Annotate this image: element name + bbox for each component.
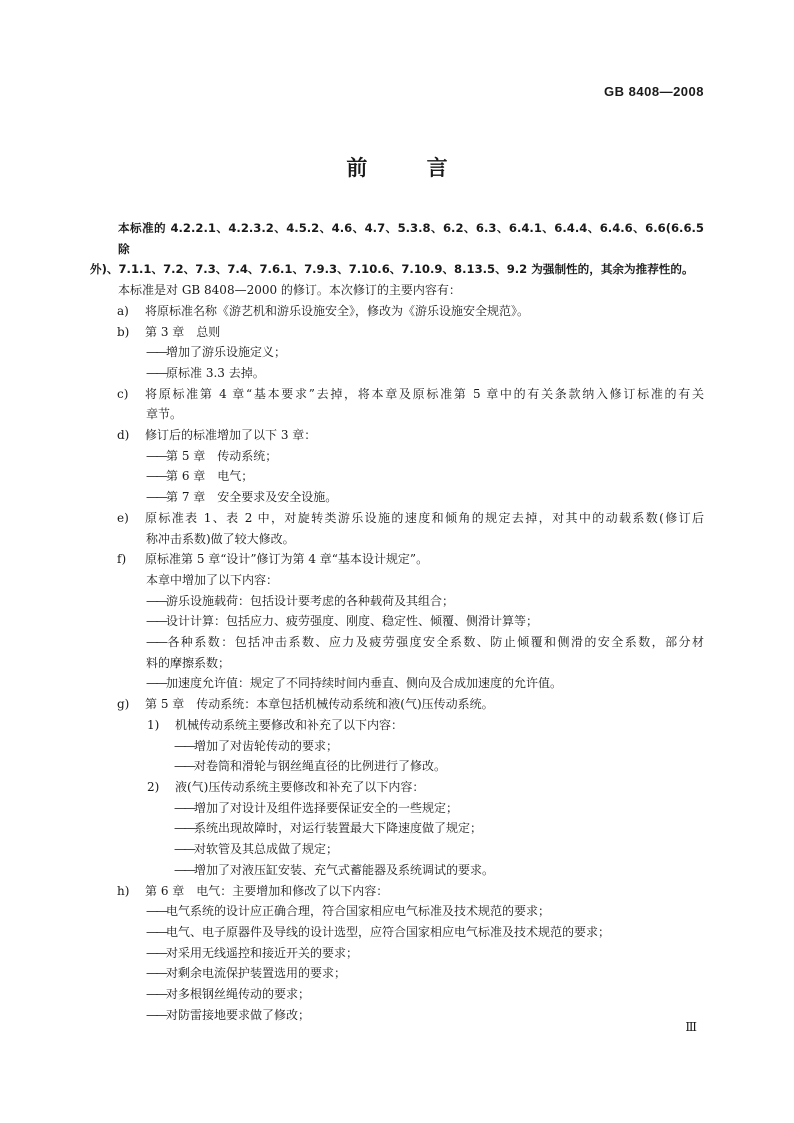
item-e-continuation: 称冲击系数)做了较大修改。 [146,531,295,546]
intro-line-2: 外)、7.1.1、7.2、7.3、7.4、7.6.1、7.9.3、7.10.6、7.10.9、8.13.5、9.2 为强制性的，其余为推荐性的。 [90,262,694,277]
dash-item: —— 游乐设施载荷：包括设计要考虑的各种载荷及其组合； [90,591,704,612]
item-marker: 2) [147,779,160,794]
item-h [90,881,704,902]
item-marker: g) [117,697,130,712]
item-a [90,301,704,322]
item-marker: e) [117,510,129,525]
dash-item-continuation: 料的摩擦系数； [146,655,231,670]
item-text: 第 6 章 电气：主要增加和修改了以下内容： [145,883,389,898]
dash-item: —— 对卷筒和滑轮与钢丝绳直径的比例进行了修改。 [90,756,704,777]
page-number: Ⅲ [685,1020,697,1034]
dash-item: —— 加速度允许值：规定了不同持续时间内垂直、侧向及合成加速度的允许值。 [90,673,704,694]
dash-item: —— 设计计算：包括应力、疲劳强度、刚度、稳定性、倾覆、侧滑计算等； [90,611,704,632]
dash-item: —— 电气、电子原器件及导线的设计选型，应符合国家相应电气标准及技术规范的要求； [90,922,704,943]
dash-item: —— 第 7 章 安全要求及安全设施。 [90,487,704,508]
intro-line-1: 本标准的 4.2.2.1、4.2.3.2、4.5.2、4.6、4.7、5.3.8、6.2、6.3、6.4.1、6.4.4、6.4.6、6.6(6.6.5 除 [118,221,704,256]
item-d [90,425,704,446]
dash-item: —— 对剩余电流保护装置选用的要求； [90,963,704,984]
item-g [90,694,704,715]
page-title: 前 言 [346,156,474,180]
item-marker: 1) [147,717,160,732]
dash-item: —— 增加了对液压缸安装、充气式蓄能器及系统调试的要求。 [90,860,704,881]
item-text: 将原标准第 4 章“基本要求”去掉，将本章及原标准第 5 章中的有关条款纳入修订标准的有关 [145,386,704,401]
item-marker: f) [117,552,127,567]
item-text: 第 5 章 传动系统：本章包括机械传动系统和液(气)压传动系统。 [145,697,494,712]
dash-item: —— 对软管及其总成做了规定； [90,839,704,860]
item-marker: a) [117,303,129,318]
item-text: 第 3 章 总则 [145,324,221,339]
dash-item: —— 电气系统的设计应正确合理，符合国家相应电气标准及技术规范的要求； [90,901,704,922]
dash-item: —— 对防雷接地要求做了修改； [90,1005,704,1026]
dash-item: —— 各种系数：包括冲击系数、应力及疲劳强度安全系数、防止倾覆和侧滑的安全系数，部分材 [90,632,704,653]
item-g-1 [90,715,704,736]
item-text: 液(气)压传动系统主要修改和补充了以下内容： [175,779,425,794]
standard-number: GB 8408—2008 [604,84,704,99]
item-f-lead: 本章中增加了以下内容： [146,572,279,587]
item-text: 将原标准名称《游艺机和游乐设施安全》，修改为《游乐设施安全规范》。 [145,303,530,318]
item-marker: b) [117,324,130,339]
dash-item: —— 第 5 章 传动系统； [90,446,704,467]
item-b [90,322,704,343]
item-marker: h) [117,883,130,898]
dash-item: —— 对采用无线遥控和接近开关的要求； [90,943,704,964]
item-f [90,549,704,570]
item-text: 机械传动系统主要修改和补充了以下内容： [175,717,404,732]
item-e [90,508,704,529]
dash-item: —— 系统出现故障时，对运行装置最大下降速度做了规定； [90,818,704,839]
dash-item: —— 增加了游乐设施定义； [90,342,704,363]
dash-item: —— 增加了对齿轮传动的要求； [90,736,704,757]
item-g-2 [90,777,704,798]
item-text: 修订后的标准增加了以下 3 章： [145,428,317,443]
foreword-body [90,218,704,1025]
item-text: 原标准表 1、表 2 中，对旋转类游乐设施的速度和倾角的规定去掉，对其中的动载系数(修订后 [145,510,704,525]
revision-statement: 本标准是对 GB 8408—2000 的修订。本次修订的主要内容有： [118,283,461,298]
item-marker: d) [117,428,130,443]
item-marker: c) [117,386,129,401]
dash-item: —— 第 6 章 电气； [90,466,704,487]
item-c [90,384,704,405]
item-text: 原标准第 5 章“设计”修订为第 4 章“基本设计规定”。 [145,552,429,567]
dash-item: —— 对多根钢丝绳传动的要求； [90,984,704,1005]
dash-item: —— 原标准 3.3 去掉。 [90,363,704,384]
dash-item: —— 增加了对设计及组件选择要保证安全的一些规定； [90,798,704,819]
item-c-continuation: 章节。 [146,407,183,422]
